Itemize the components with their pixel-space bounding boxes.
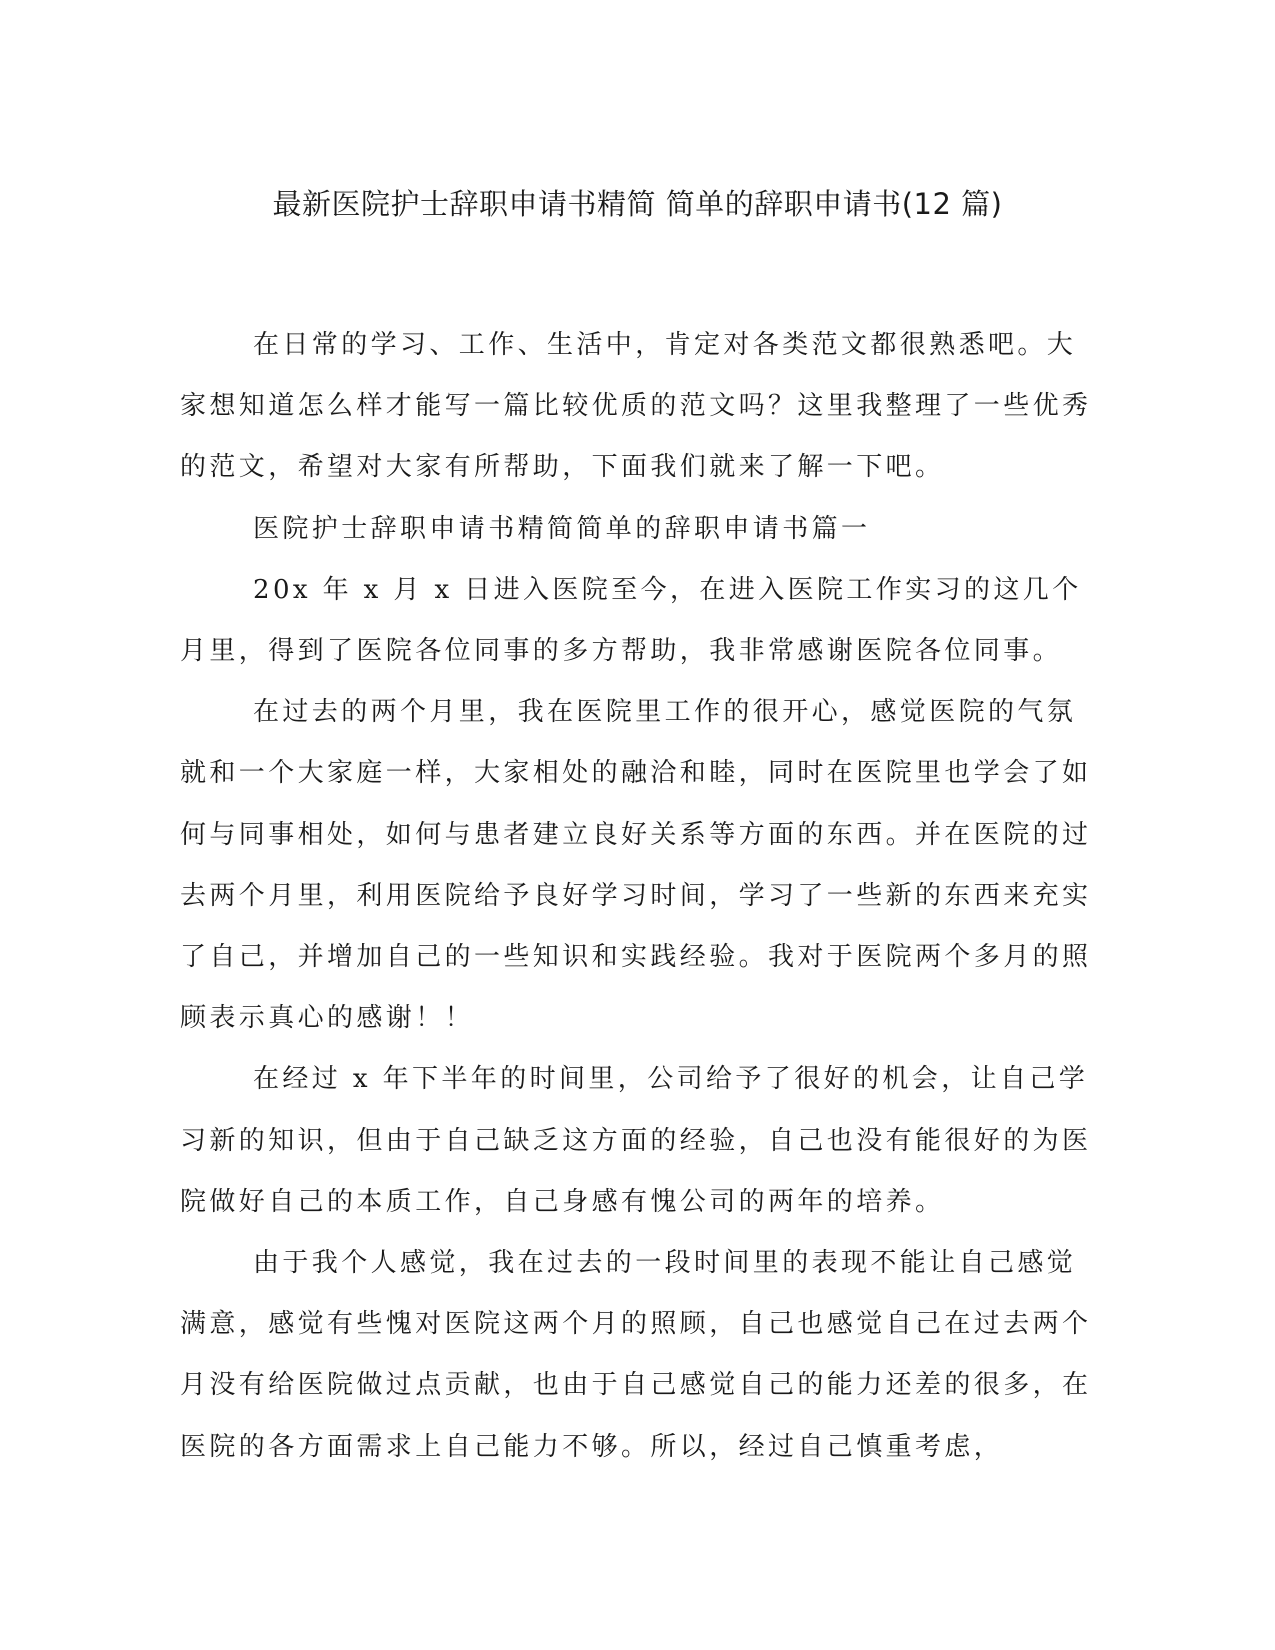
document-body xyxy=(180,315,1095,1478)
paragraph-second-half-year: 在经过 x 年下半年的时间里，公司给予了很好的机会，让自己学习新的知识，但由于自己缺乏这方面的经验，自己也没有能很好的为医院做好自己的本质工作，自己身感有愧公司的两年的培养。 xyxy=(180,1064,1092,1217)
paragraph-personal-feeling: 由于我个人感觉，我在过去的一段时间里的表现不能让自己感觉满意，感觉有些愧对医院这两个月的照顾，自己也感觉自己在过去两个月没有给医院做过点贡献，也由于自己感觉自己的能力还差的很多，在医院的各方面需求上自己能力不够。所以，经过自己慎重考虑， xyxy=(180,1248,1092,1462)
paragraph-past-two-months: 在过去的两个月里，我在医院里工作的很开心，感觉医院的气氛就和一个大家庭一样，大家相处的融洽和睦，同时在医院里也学会了如何与同事相处，如何与患者建立良好关系等方面的东西。并在医院的过去两个月里，利用医院给予良好学习时间，学习了一些新的东西来充实了自己，并增加自己的一些知识和实践经验。我对于医院两个多月的照顾表示真心的感谢！！ xyxy=(180,697,1092,1034)
document-title: 最新医院护士辞职申请书精简 简单的辞职申请书(12 篇) xyxy=(272,187,1003,221)
paragraph-intro: 在日常的学习、工作、生活中，肯定对各类范文都很熟悉吧。大家想知道怎么样才能写一篇比较优质的范文吗？这里我整理了一些优秀的范文，希望对大家有所帮助，下面我们就来了解一下吧。 xyxy=(180,330,1092,483)
paragraph-section-heading: 医院护士辞职申请书精简简单的辞职申请书篇一 xyxy=(253,513,871,544)
paragraph-entry-date: 20x 年 x 月 x 日进入医院至今，在进入医院工作实习的这几个月里，得到了医院各位同事的多方帮助，我非常感谢医院各位同事。 xyxy=(180,574,1082,667)
